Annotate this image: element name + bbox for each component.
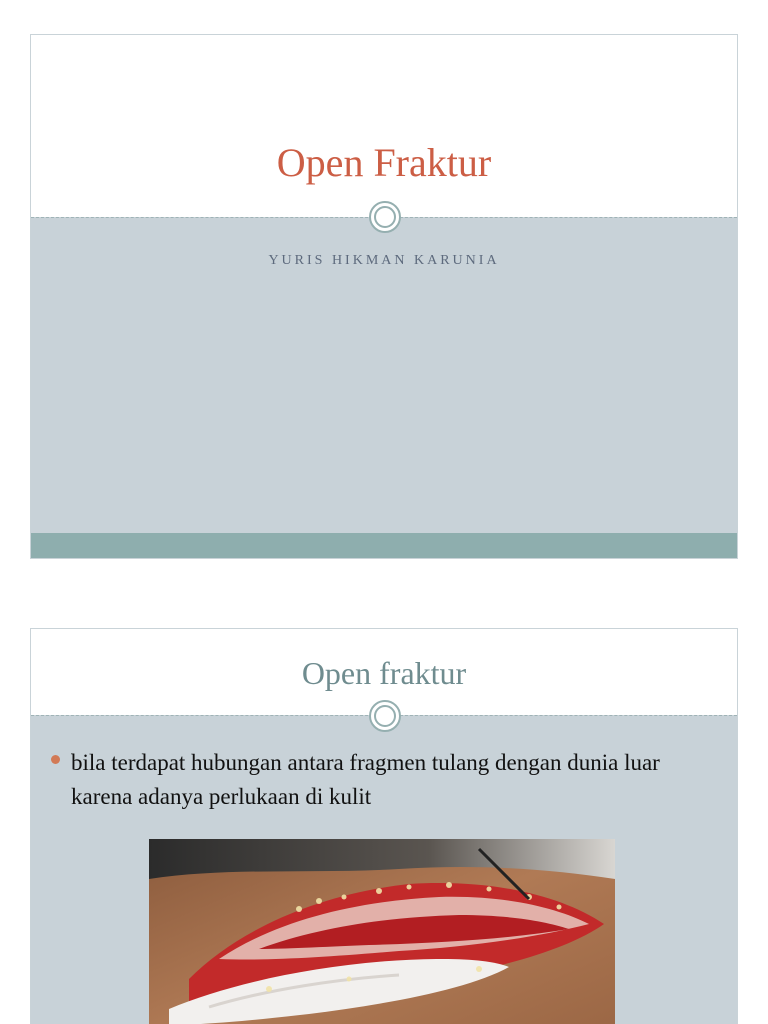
footer-accent-bar [31, 533, 737, 558]
slide-subtitle: YURIS HIKMAN KARUNIA [268, 253, 500, 268]
title-slide [30, 34, 738, 559]
content-slide [30, 628, 738, 1024]
bullet-text: bila terdapat hubungan antara fragmen tulang dengan dunia luar karena adanya perlukaan di kulit [71, 750, 660, 809]
wound-photo [149, 839, 615, 1024]
slide-header-area [31, 35, 737, 217]
bullet-dot-icon [51, 755, 60, 764]
slide-title: Open Fraktur [276, 140, 492, 185]
ring-ornament-icon [369, 201, 401, 233]
ring-ornament-icon [369, 700, 401, 732]
slide-title: Open fraktur [301, 655, 467, 691]
